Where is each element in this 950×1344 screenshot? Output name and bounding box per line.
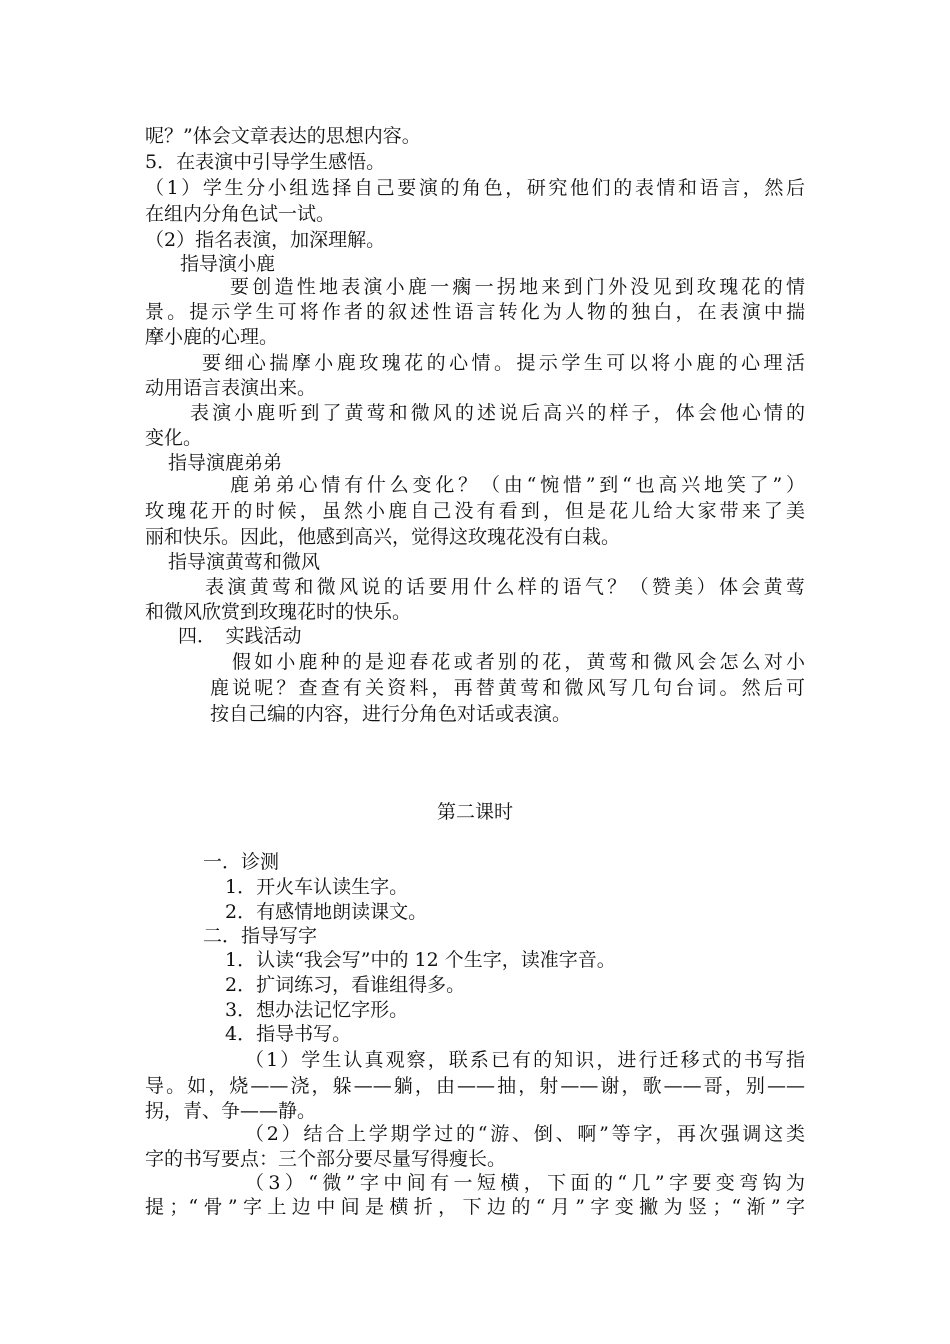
text-line: 景。提示学生可将作者的叙述性语言转化为人物的独白，在表演中揣 [145, 301, 805, 323]
text-line: 和微风欣赏到玫瑰花时的快乐。 [145, 601, 412, 623]
text-line: （1）学生分小组选择自己要演的角色，研究他们的表情和语言，然后 [145, 177, 805, 199]
text-line: 玫瑰花开的时候，虽然小鹿自己没有看到，但是花儿给大家带来了美 [145, 500, 805, 522]
text-line: （2）指名表演，加深理解。 [145, 229, 386, 251]
list-item: 3．想办法记忆字形。 [225, 999, 409, 1021]
text-line: 摩小鹿的心理。 [145, 326, 279, 348]
text-line: 5．在表演中引导学生感悟。 [145, 151, 386, 173]
text-line: 要创造性地表演小鹿一瘸一拐地来到门外没见到玫瑰花的情 [230, 276, 805, 298]
section-heading: 指导演小鹿 [180, 253, 276, 275]
text-line: （1）学生认真观察，联系已有的知识，进行迁移式的书写指 [245, 1049, 805, 1071]
text-line: 变化。 [145, 427, 203, 449]
list-item: 2．有感情地朗读课文。 [225, 901, 428, 923]
section-heading: 一．诊测 [203, 851, 280, 873]
section-heading: 二．指导写字 [203, 925, 318, 947]
text-line: 按自己编的内容，进行分角色对话或表演。 [210, 703, 572, 725]
section-heading: 指导演鹿弟弟 [168, 452, 283, 474]
list-item: 2．扩词练习，看谁组得多。 [225, 974, 466, 996]
text-line: 表演小鹿听到了黄莺和微风的述说后高兴的样子，体会他心情的 [190, 402, 805, 424]
text-line: 字的书写要点：三个部分要尽量写得瘦长。 [145, 1148, 507, 1170]
text-line: （3）“微”字中间有一短横，下面的“几”字要变弯钩为 [245, 1172, 805, 1194]
text-line: 在组内分角色试一试。 [145, 203, 336, 225]
text-line: 假如小鹿种的是迎春花或者别的花，黄莺和微风会怎么对小 [232, 651, 805, 673]
text-line: 要细心揣摩小鹿玫瑰花的心情。提示学生可以将小鹿的心理活 [202, 352, 805, 374]
list-item: 1．开火车认读生字。 [225, 876, 409, 898]
text-line: 提；“骨”字上边中间是横折，下边的“月”字变撇为竖；“渐”字 [145, 1196, 805, 1218]
section-heading: 指导演黄莺和微风 [168, 551, 321, 573]
text-line: 导。如，烧——浇，躲——躺，由——抽，射——谢，歌——哥，别—— [145, 1075, 805, 1097]
list-item: 1．认读“我会写”中的 12 个生字，读准字音。 [225, 949, 616, 971]
text-line: （2）结合上学期学过的“游、倒、啊”等字，再次强调这类 [245, 1123, 805, 1145]
list-item: 4．指导书写。 [225, 1023, 352, 1045]
text-line: 表演黄莺和微风说的话要用什么样的语气？（赞美）体会黄莺 [205, 576, 805, 598]
text-line: 拐，青、争——静。 [145, 1100, 317, 1122]
lesson-title: 第二课时 [436, 801, 513, 823]
section-heading: 四． 实践活动 [178, 625, 302, 647]
text-line: 鹿弟弟心情有什么变化？（由“惋惜”到“也高兴地笑了”） [230, 474, 805, 496]
text-line: 丽和快乐。因此，他感到高兴，觉得这玫瑰花没有白栽。 [145, 526, 621, 548]
text-line: 呢？”体会文章表达的思想内容。 [145, 125, 421, 147]
text-line: 动用语言表演出来。 [145, 377, 317, 399]
text-line: 鹿说呢？查查有关资料，再替黄莺和微风写几句台词。然后可 [210, 677, 805, 699]
